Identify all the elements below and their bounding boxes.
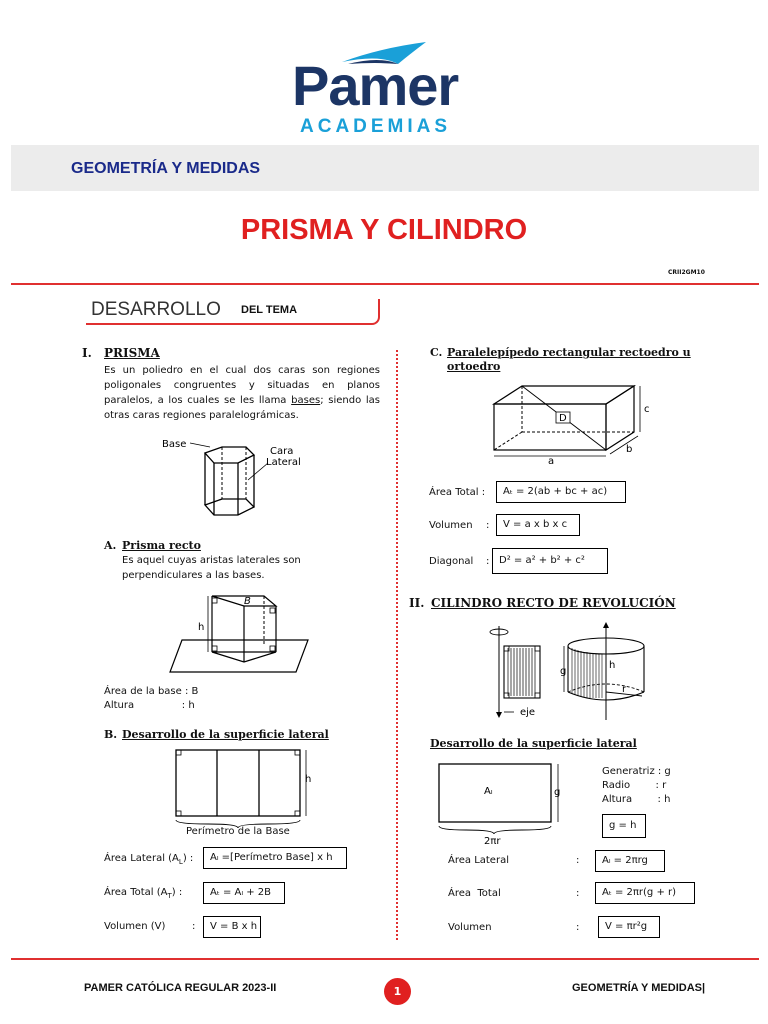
cilindro-al-label: Área Lateral <box>448 855 509 866</box>
page-title: PRISMA Y CILINDRO <box>240 214 528 246</box>
prisma-al-label-close: ) : <box>182 853 194 864</box>
prisma-figure <box>150 435 320 523</box>
footer-rule <box>11 958 759 960</box>
prisma-at-formula: Aₜ = Aₗ + 2B <box>203 882 285 904</box>
paralelepipedo-fig-a: a <box>548 456 555 466</box>
paralelepipedo-figure <box>480 380 660 466</box>
prisma-at-label-close: ) : <box>171 887 183 898</box>
prisma-fig-lateral-label: Lateral <box>266 457 301 468</box>
cilindro-fig-eje: eje <box>520 707 536 718</box>
section-heading-prisma: PRISMA <box>104 346 160 360</box>
paralelepipedo-d-label: Diagonal <box>429 556 474 567</box>
cilindro-al-formula: Aₗ = 2πrg <box>595 850 665 872</box>
paralelepipedo-v-label: Volumen <box>429 520 473 531</box>
cilindro-dev-2pir: 2πr <box>484 836 501 847</box>
cilindro-at-label: Área Total <box>448 888 501 899</box>
subsection-letter-paralelepipedo: C. <box>430 346 443 359</box>
prisma-at-label <box>104 887 182 900</box>
cilindro-radio: Radio : r <box>602 780 667 791</box>
cilindro-g-eq-h: g = h <box>602 814 646 838</box>
document-code: CRII2GM10 <box>668 269 705 276</box>
development-fig-h-label: h <box>305 774 312 785</box>
prisma-def-part2: ; siendo las otras caras regiones paralelográmicas. <box>104 395 381 421</box>
cilindro-fig-r: r <box>622 684 627 695</box>
section-tab-word2: DEL TEMA <box>241 304 298 316</box>
paralelepipedo-at-formula: Aₜ = 2(ab + bc + ac) <box>496 481 626 503</box>
section-tab-word1: DESARROLLO <box>91 299 221 320</box>
cilindro-v-formula: V = πr²g <box>598 916 660 938</box>
paralelepipedo-at-label: Área Total : <box>429 487 486 498</box>
cilindro-generatriz: Generatriz : g <box>602 766 671 777</box>
cilindro-dev-AL: Aₗ <box>484 786 493 797</box>
subsection-heading-cilindro-desarrollo: Desarrollo de la superficie lateral <box>430 737 637 750</box>
top-rule <box>11 283 759 285</box>
recto-fig-h-label: h <box>198 622 205 633</box>
paralelepipedo-fig-c: c <box>644 404 650 415</box>
cilindro-dev-g: g <box>554 787 561 798</box>
footer-left: PAMER CATÓLICA REGULAR 2023-II <box>84 982 277 994</box>
prisma-at-label-text: Área Total (A <box>104 887 168 898</box>
prisma-def-part1: Es un poliedro en el cual dos caras son regiones poligonales congruentes y situadas en planos paralelos, a los cuales se les llama <box>104 365 380 406</box>
prisma-al-formula: Aₗ =[Perímetro Base] x h <box>203 847 347 869</box>
cilindro-fig-g: g <box>560 666 567 677</box>
cilindro-development-figure <box>436 758 576 848</box>
footer-right: GEOMETRÍA Y MEDIDAS| <box>572 982 706 994</box>
prisma-al-label-text: Área Lateral (A <box>104 853 179 864</box>
paralelepipedo-v-formula: V = a x b x c <box>496 514 580 536</box>
perimetro-base-label: Perímetro de la Base <box>186 826 290 837</box>
subsection-heading-recto: Prisma recto <box>122 539 201 552</box>
section-number-prisma: I. <box>82 346 92 360</box>
paralelepipedo-d-formula: D² = a² + b² + c² <box>492 548 608 574</box>
paralelepipedo-fig-D: D <box>559 413 567 424</box>
paralelepipedo-d-colon: : <box>486 556 490 567</box>
prisma-v-colon: : <box>192 921 196 932</box>
subsection-letter-desarrollo: B. <box>104 728 118 741</box>
section-heading-cilindro: CILINDRO RECTO DE REVOLUCIÓN <box>431 596 676 610</box>
cilindro-at-colon: : <box>576 888 580 899</box>
prisma-v-formula: V = B x h <box>203 916 261 938</box>
cilindro-altura: Altura : h <box>602 794 671 805</box>
cilindro-al-colon: : <box>576 855 580 866</box>
subsection-heading-paralelepipedo: Paralelepípedo rectangular rectoedro u ortoedro <box>447 346 691 373</box>
prisma-def-link: bases <box>291 395 321 406</box>
recto-fig-B-label: B <box>244 596 251 607</box>
section-number-cilindro: II. <box>409 596 425 610</box>
prisma-al-label-sub: L <box>178 858 183 866</box>
subsection-heading-desarrollo: Desarrollo de la superficie lateral <box>122 728 329 741</box>
prisma-at-label-sub: T <box>167 892 172 900</box>
column-divider <box>396 350 398 940</box>
paralelepipedo-fig-b: b <box>626 444 633 455</box>
prisma-fig-cara-label: Cara <box>270 446 294 457</box>
brand-subtitle: ACADEMIAS <box>300 116 452 137</box>
prisma-al-label <box>104 853 193 866</box>
cilindro-figure <box>484 618 664 722</box>
paralelepipedo-v-colon: : <box>486 520 490 531</box>
altura-label: Altura : h <box>104 700 195 711</box>
recto-definition: Es aquel cuyas aristas laterales son perpendiculares a las bases. <box>122 555 301 581</box>
prisma-fig-base-label: Base <box>162 439 187 450</box>
prisma-recto-figure <box>168 590 328 676</box>
cilindro-v-label: Volumen <box>448 922 492 933</box>
prisma-v-label: Volumen (V) <box>104 921 166 932</box>
subsection-letter-recto: A. <box>104 539 117 552</box>
cilindro-v-colon: : <box>576 922 580 933</box>
brand-logo: Pamer <box>292 54 459 117</box>
cilindro-at-formula: Aₜ = 2πr(g + r) <box>595 882 695 904</box>
subject-title: GEOMETRÍA Y MEDIDAS <box>71 160 261 177</box>
prisma-definition <box>104 363 380 423</box>
page-number: 1 <box>384 978 411 1005</box>
base-area-label: Área de la base : B <box>104 686 199 697</box>
cilindro-fig-h: h <box>609 660 616 671</box>
